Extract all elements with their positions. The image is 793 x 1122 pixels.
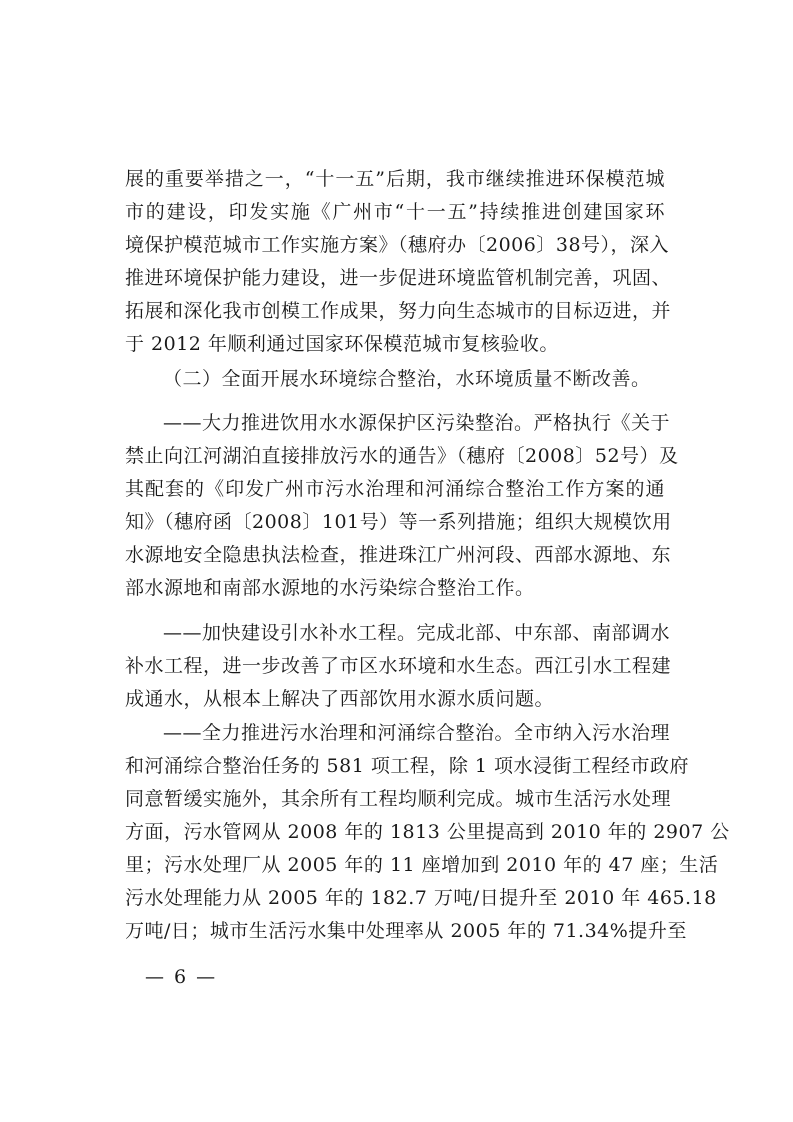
text-line: 和河涌综合整治任务的 581 项工程，除 1 项水浸街工程经市政府 [125, 755, 690, 777]
text-line: 境保护模范城市工作实施方案》（穗府办〔2006〕38号），深入 [125, 234, 670, 256]
text-line: 拓展和深化我市创模工作成果，努力向生态城市的目标迈进，并 [125, 300, 672, 322]
paragraph-end-line: 成通水，从根本上解决了西部饮用水源水质问题。 [125, 688, 555, 710]
text-line: 禁止向江河湖泊直接排放污水的通告》（穗府〔2008〕52号）及 [125, 445, 679, 467]
text-line: 里；污水处理厂从 2005 年的 11 座增加到 2010 年的 47 座；生活 [125, 854, 719, 876]
paragraph-end-line: 于 2012 年顺利通过国家环保模范城市复核验收。 [125, 333, 559, 355]
text-line: ——加快建设引水补水工程。完成北部、中东部、南部调水 [163, 622, 671, 644]
text-line: 方面，污水管网从 2008 年的 1813 公里提高到 2010 年的 2907 公 [125, 821, 730, 843]
text-line: 知》（穗府函〔2008〕101号）等一系列措施；组织大规模饮用 [125, 511, 672, 533]
text-line: 污水处理能力从 2005 年的 182.7 万吨/日提升至 2010 年 465.18 [125, 887, 717, 909]
paragraph-end-line: 部水源地和南部水源地的水污染综合整治工作。 [125, 577, 535, 599]
text-line: ——全力推进污水治理和河涌综合整治。全市纳入污水治理 [163, 722, 671, 744]
text-line: 推进环境保护能力建设，进一步促进环境监管机制完善，巩固、 [125, 267, 672, 289]
text-line: 市的建设，印发实施《广州市“十一五”持续推进创建国家环 [125, 201, 665, 223]
text-line: 展的重要举措之一，“十一五”后期，我市继续推进环保模范城 [125, 168, 665, 190]
section-heading: （二）全面开展水环境综合整治，水环境质量不断改善。 [163, 368, 651, 390]
page-number: — 6 — [145, 966, 218, 988]
text-line: 水源地安全隐患执法检查，推进珠江广州河段、西部水源地、东 [125, 544, 672, 566]
text-line: 其配套的《印发广州市污水治理和河涌综合整治工作方案的通 [125, 478, 665, 500]
text-line: 同意暂缓实施外，其余所有工程均顺利完成。城市生活污水处理 [125, 788, 672, 810]
text-line: 万吨/日；城市生活污水集中处理率从 2005 年的 71.34%提升至 [125, 920, 687, 942]
text-line: 补水工程，进一步改善了市区水环境和水生态。西江引水工程建 [125, 655, 672, 677]
text-line: ——大力推进饮用水水源保护区污染整治。严格执行《关于 [163, 412, 671, 434]
